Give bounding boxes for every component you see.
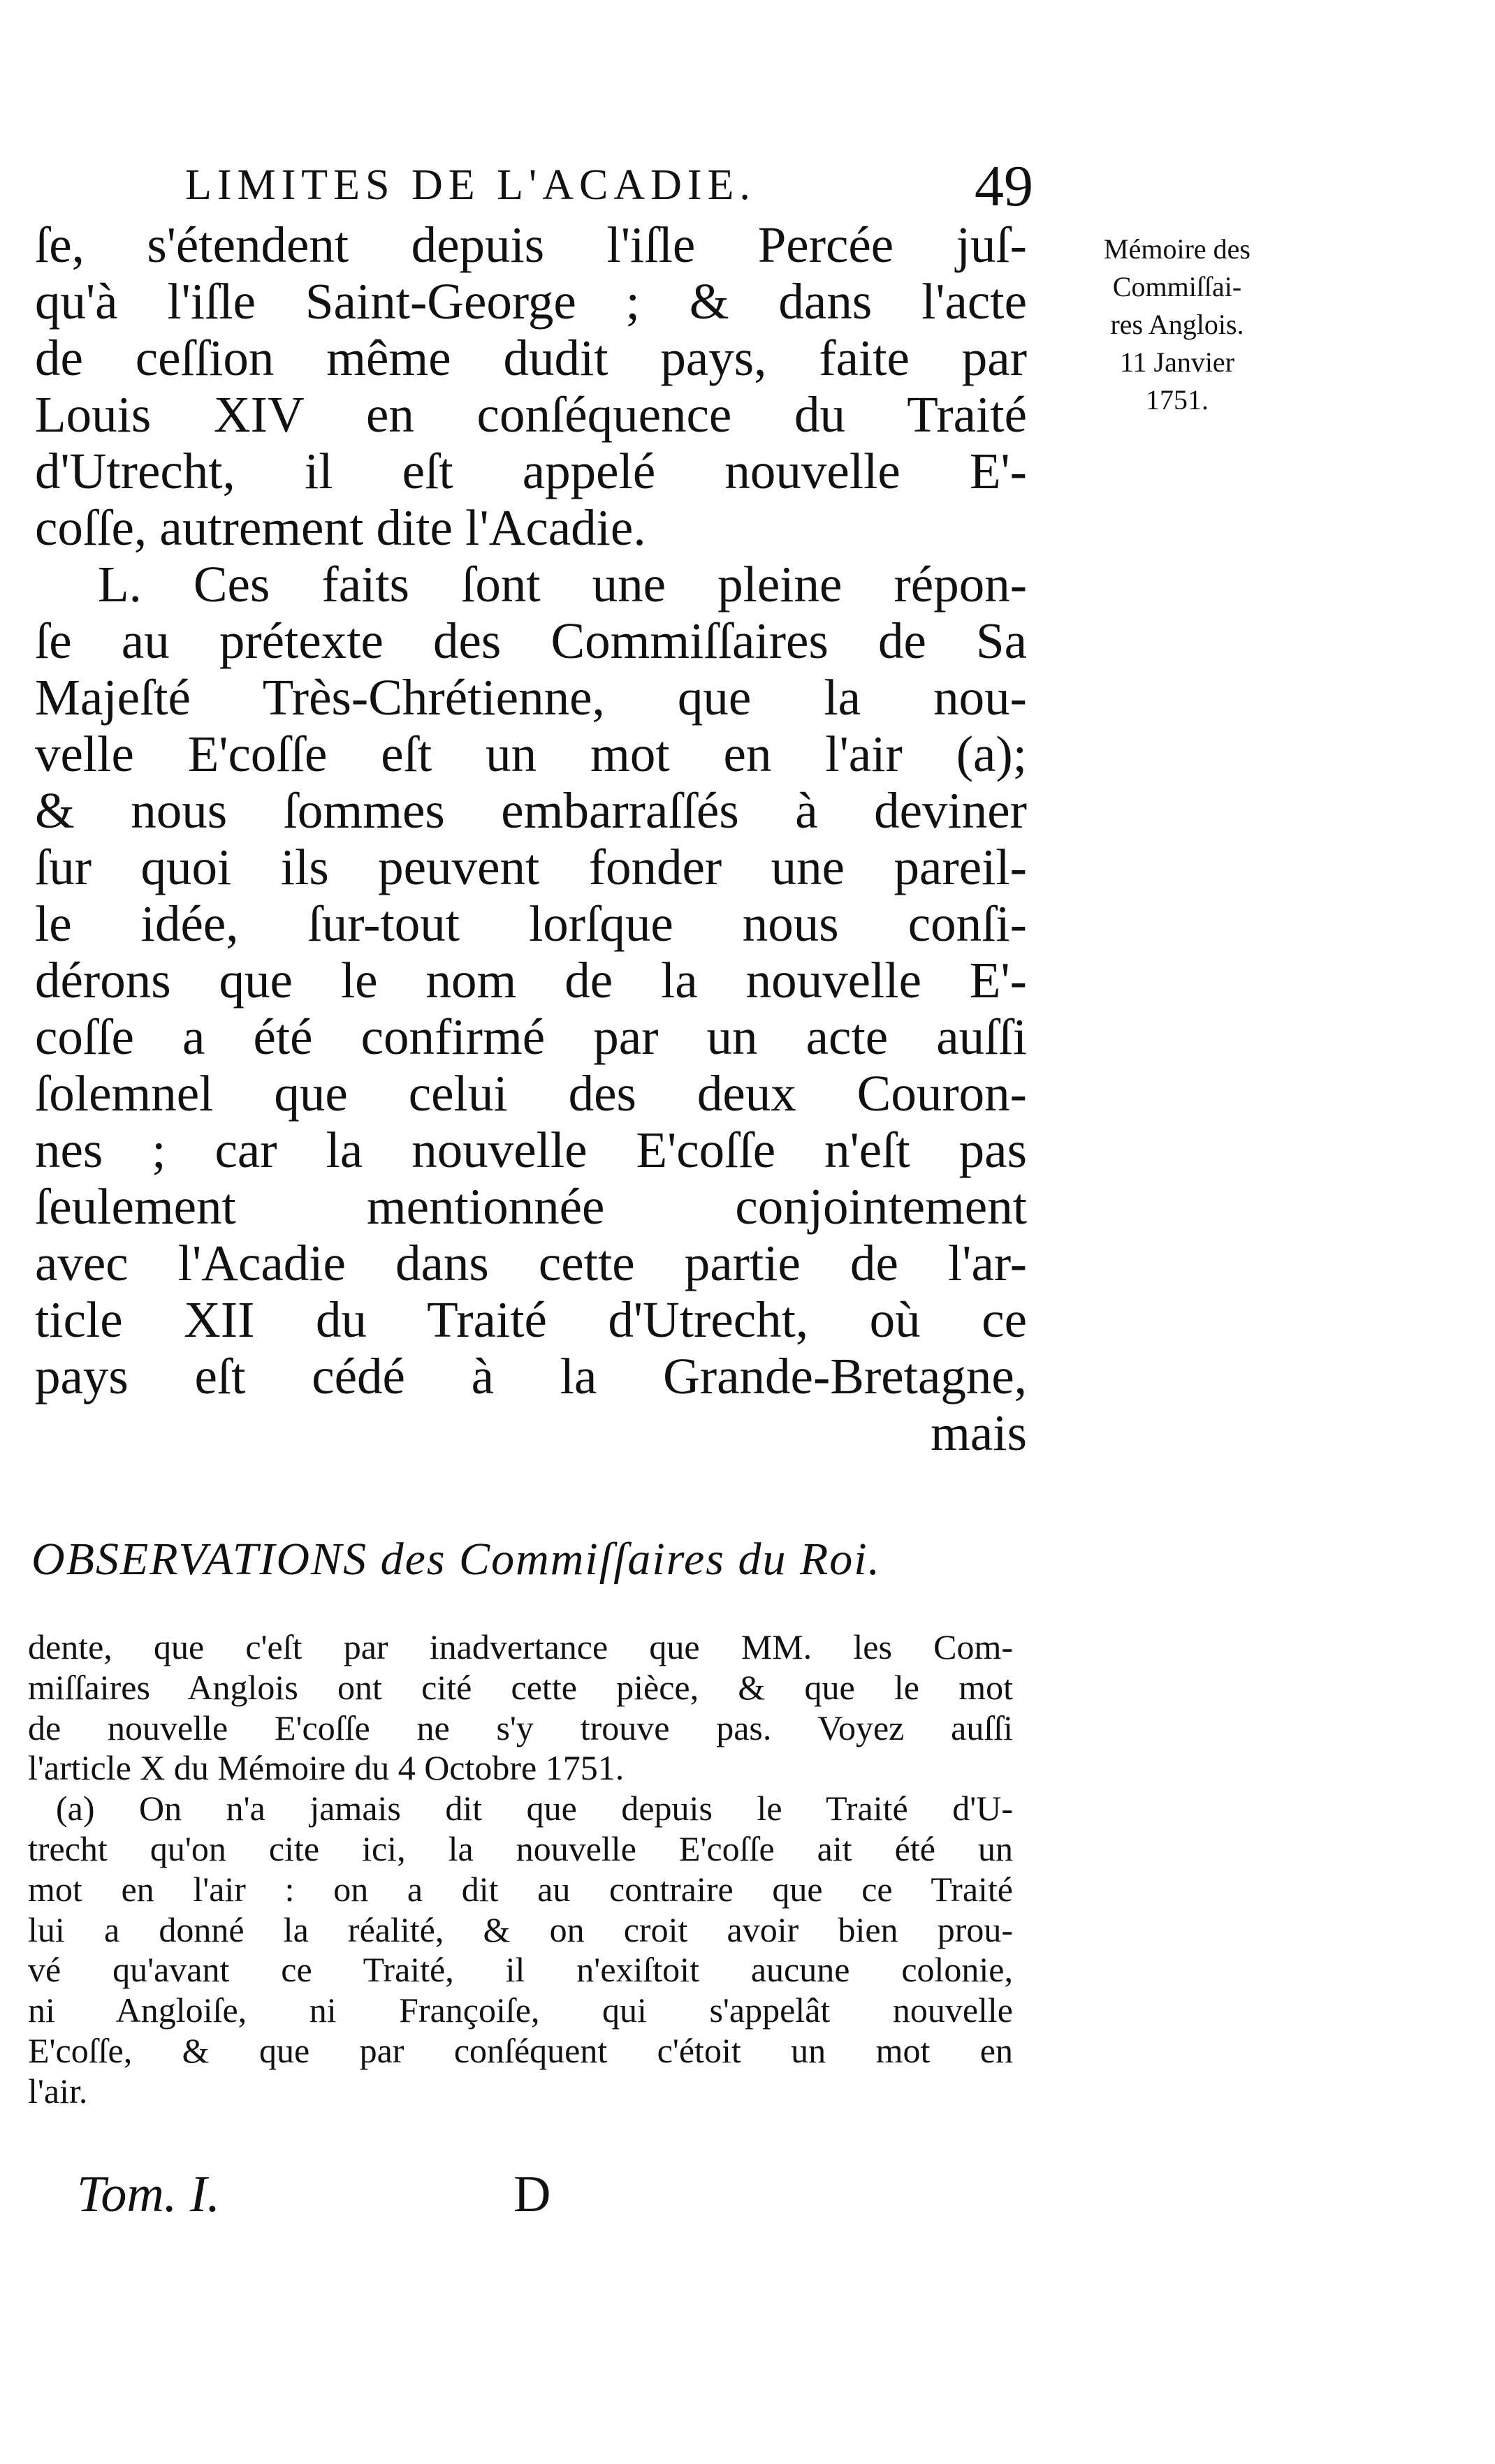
note-line: l'article X du Mémoire du 4 Octobre 1751. (28, 1748, 625, 1788)
main-text-line: coſſe, autrement dite l'Acadie. (35, 499, 646, 556)
main-text-line: le idée, ſur-tout lorſque nous conſi- (35, 895, 1027, 952)
main-text-line: coſſe a été confirmé par un acte auſſi (35, 1009, 1027, 1065)
margin-note-line: Commiſſai- (1112, 271, 1242, 302)
margin-note (1041, 230, 1313, 419)
main-text-line: avec l'Acadie dans cette partie de l'ar- (35, 1235, 1027, 1291)
note-line: de nouvelle E'coſſe ne s'y trouve pas. Voyez auſſi (28, 1708, 1013, 1747)
main-text-block (35, 217, 1027, 1461)
note-line: vé qu'avant ce Traité, il n'exiſtoit aucune colonie, (28, 1950, 1013, 1990)
note-line: l'air. (28, 2071, 88, 2111)
main-text-line: ticle XII du Traité d'Utrecht, où ce (35, 1291, 1027, 1348)
note-line: lui a donné la réalité, & on croit avoir bien prou- (28, 1909, 1013, 1949)
signature-letter: D (513, 2166, 551, 2223)
main-text-line: qu'à l'iſle Saint-George ; & dans l'acte (35, 273, 1027, 330)
page-number: 49 (975, 154, 1033, 219)
margin-note-line: 11 Janvier (1119, 346, 1235, 378)
note-line: (a) On n'a jamais dit que depuis le Traité d'U- (56, 1789, 1013, 1828)
main-text-line: Majeſté Très-Chrétienne, que la nou- (35, 669, 1027, 726)
main-text-line: & nous ſommes embarraſſés à deviner (35, 782, 1027, 839)
main-text-line: nes ; car la nouvelle E'coſſe n'eſt pas (35, 1122, 1027, 1178)
main-text-line: Louis XIV en conſéquence du Traité (35, 386, 1027, 443)
signature-mark: Tom. I. (77, 2166, 220, 2223)
main-text-line: ſe au prétexte des Commiſſaires de Sa (35, 613, 1027, 669)
main-text-line: pays eſt cédé à la Grande-Bretagne, (35, 1348, 1027, 1405)
main-text-line: de ceſſion même dudit pays, faite par (35, 330, 1027, 386)
main-text-line: d'Utrecht, il eſt appelé nouvelle E'- (35, 443, 1027, 499)
main-text-line: dérons que le nom de la nouvelle E'- (35, 952, 1027, 1009)
note-line: mot en l'air : on a dit au contraire que ce Traité (28, 1869, 1013, 1909)
main-text-line: ſolemnel que celui des deux Couron- (35, 1065, 1027, 1122)
margin-note-line: Mémoire des (1104, 233, 1250, 265)
observations-notes (28, 1627, 1013, 2112)
note-line: E'coſſe, & que par conſéquent c'étoit un mot en (28, 2030, 1013, 2070)
catchword: mais (931, 1405, 1027, 1461)
observations-heading: OBSERVATIONS des Commiſſaires du Roi. (31, 1534, 882, 1585)
main-text-line: ſe, s'étendent depuis l'iſle Percée juſ- (35, 217, 1027, 273)
running-head: LIMITES DE L'ACADIE. (185, 161, 756, 209)
note-line: trecht qu'on cite ici, la nouvelle E'coſſe ait été un (28, 1828, 1013, 1868)
main-text-line: L. Ces faits ſont une pleine répon- (98, 556, 1027, 613)
main-text-line: ſur quoi ils peuvent fonder une pareil- (35, 839, 1027, 895)
note-line: miſſaires Anglois ont cité cette pièce, & que le mot (28, 1667, 1013, 1707)
main-text-line: velle E'coſſe eſt un mot en l'air (a); (35, 726, 1027, 782)
note-line: ni Angloiſe, ni Françoiſe, qui s'appelât nouvelle (28, 1990, 1013, 2030)
margin-note-line: res Anglois. (1110, 309, 1244, 340)
note-line: dente, que c'eſt par inadvertance que MM. les Com- (28, 1627, 1013, 1666)
main-text-line: ſeulement mentionnée conjointement (35, 1178, 1027, 1235)
margin-note-line: 1751. (1146, 384, 1209, 416)
